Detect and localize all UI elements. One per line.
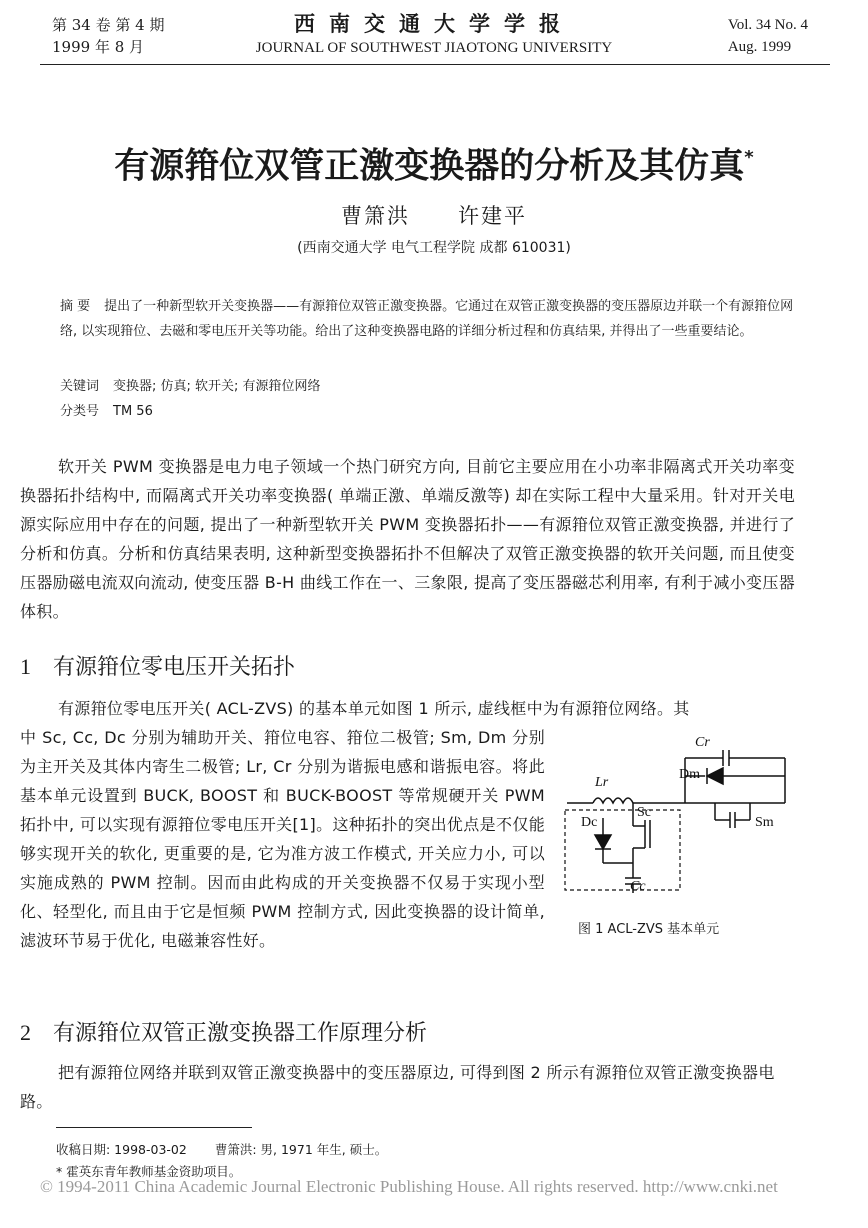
header-divider [40,64,830,65]
keywords [60,374,321,399]
header-volume: 第 34 卷 第 4 期 [52,16,165,34]
abstract [60,294,795,344]
author-bio: 曹箫洪: 男, 1971 年生, 硕士。 [214,1142,388,1157]
section-1-number: 1 [20,654,31,679]
abstract-label: 摘 要 [60,299,91,314]
keywords-label: 关键词 [60,379,100,394]
header-month-year: Aug. 1999 [727,39,792,55]
author-1: 曹箫洪 [341,204,410,228]
journal-name-en: JOURNAL OF SOUTHWEST JIAOTONG UNIVERSITY [255,40,613,56]
section-1-paragraph-lead: 有源箝位零电压开关( ACL-ZVS) 的基本单元如图 1 所示, 虚线框中为有源箝位网络。其 [58,699,690,718]
paper-title-text: 有源箝位双管正激变换器的分析及其仿真 [114,146,745,187]
label-lr: Lr [595,775,609,790]
label-cc: Cc [630,879,646,894]
received-date: 收稿日期: 1998-03-02 [56,1142,187,1157]
section-2-title: 有源箝位双管正激变换器工作原理分析 [53,1021,428,1046]
label-sc: Sc [637,805,651,820]
classification [60,399,153,424]
title-footnote-mark: * [744,147,754,168]
paper-title [0,138,868,189]
footnote-divider [56,1127,252,1128]
author-2: 许建平 [458,204,527,228]
author-list [0,202,868,230]
abstract-text: 提出了一种新型软开关变换器——有源箝位双管正激变换器。它通过在双管正激变换器的变压器原边并联一个有源箝位网络, 以实现箝位、去磁和零电压开关等功能。给出了这种变换器电路的详细分析过程和仿真结果, 并得出了一些重要结论。 [60,299,794,339]
label-sm: Sm [755,815,774,830]
section-2-paragraph: 把有源箝位网络并联到双管正激变换器中的变压器原边, 可得到图 2 所示有源箝位双管正激变换器电路。 [20,1063,775,1111]
classification-label: 分类号 [60,404,100,419]
header-volume-en [728,14,808,58]
journal-name-cn: 西南交通大学学报 [294,12,574,36]
keywords-text: 变换器; 仿真; 软开关; 有源箝位网络 [113,379,321,394]
label-cr: Cr [695,735,710,750]
section-1-paragraph-body: 中 Sc, Cc, Dc 分别为辅助开关、箝位电容、箝位二极管; Sm, Dm 分别为主开关及其体内寄生二极管; Lr, Cr 分别为谐振电感和谐振电容。将此基本单元设置到 BUCK, BOOST 和 BUCK-BOOST 等常规硬开关 PWM 拓扑中, 可以实现有源箝位零电压开关[1]。这种拓扑的突出优点是不仅能够实现开关的软化, 更重要的是, 它为准方波工作模式, 开关应力小, 可以实施成熟的 PWM 控制。因而由此构成的开关变换器不仅易于实现小型化、轻型化, 而且由于它是恒频 PWM 控制方式, 因此变换器的设计简单, 滤波环节易于优化, 电磁兼容性好。 [20,728,545,950]
header-vol-no: Vol. 34 No. 4 [727,17,808,33]
footnote-fund: * 霍英东青年教师基金资助项目。 [56,1164,242,1179]
section-1-title: 有源箝位零电压开关拓扑 [53,655,296,680]
figure-1-caption: 图 1 ACL-ZVS 基本单元 [578,922,720,937]
label-dc: Dc [581,815,598,830]
section-2-number: 2 [20,1020,31,1045]
label-dm: Dm [679,767,700,782]
copyright-notice: © 1994-2011 China Academic Journal Electronic Publishing House. All rights reserved. http://www.cnki.net [40,1177,778,1196]
affiliation: (西南交通大学 电气工程学院 成都 610031) [297,240,571,256]
figure-1-circuit [555,728,800,908]
intro-paragraph: 软开关 PWM 变换器是电力电子领域一个热门研究方向, 目前它主要应用在小功率非隔离式开关功率变换器拓扑结构中, 而隔离式开关功率变换器( 单端正激、单端反激等) 却在实际工程中大量采用。针对开关电源实际应用中存在的问题, 提出了一种新型软开关 PWM 变换器拓扑——有源箝位双管正激变换器, 并进行了分析和仿真。分析和仿真结果表明, 这种新型变换器拓扑不但解决了双管正激变换器的软开关问题, 而且使变压器励磁电流双向流动, 使变压器 B-H 曲线工作在一、三象限, 提高了变压器磁芯利用率, 有利于减小变压器体积。 [20,457,795,621]
section-1-heading [20,652,295,683]
section-2-heading [20,1018,427,1049]
header-date: 1999 年 8 月 [52,38,145,56]
footnote-received [56,1140,387,1160]
classification-text: TM 56 [113,404,153,419]
